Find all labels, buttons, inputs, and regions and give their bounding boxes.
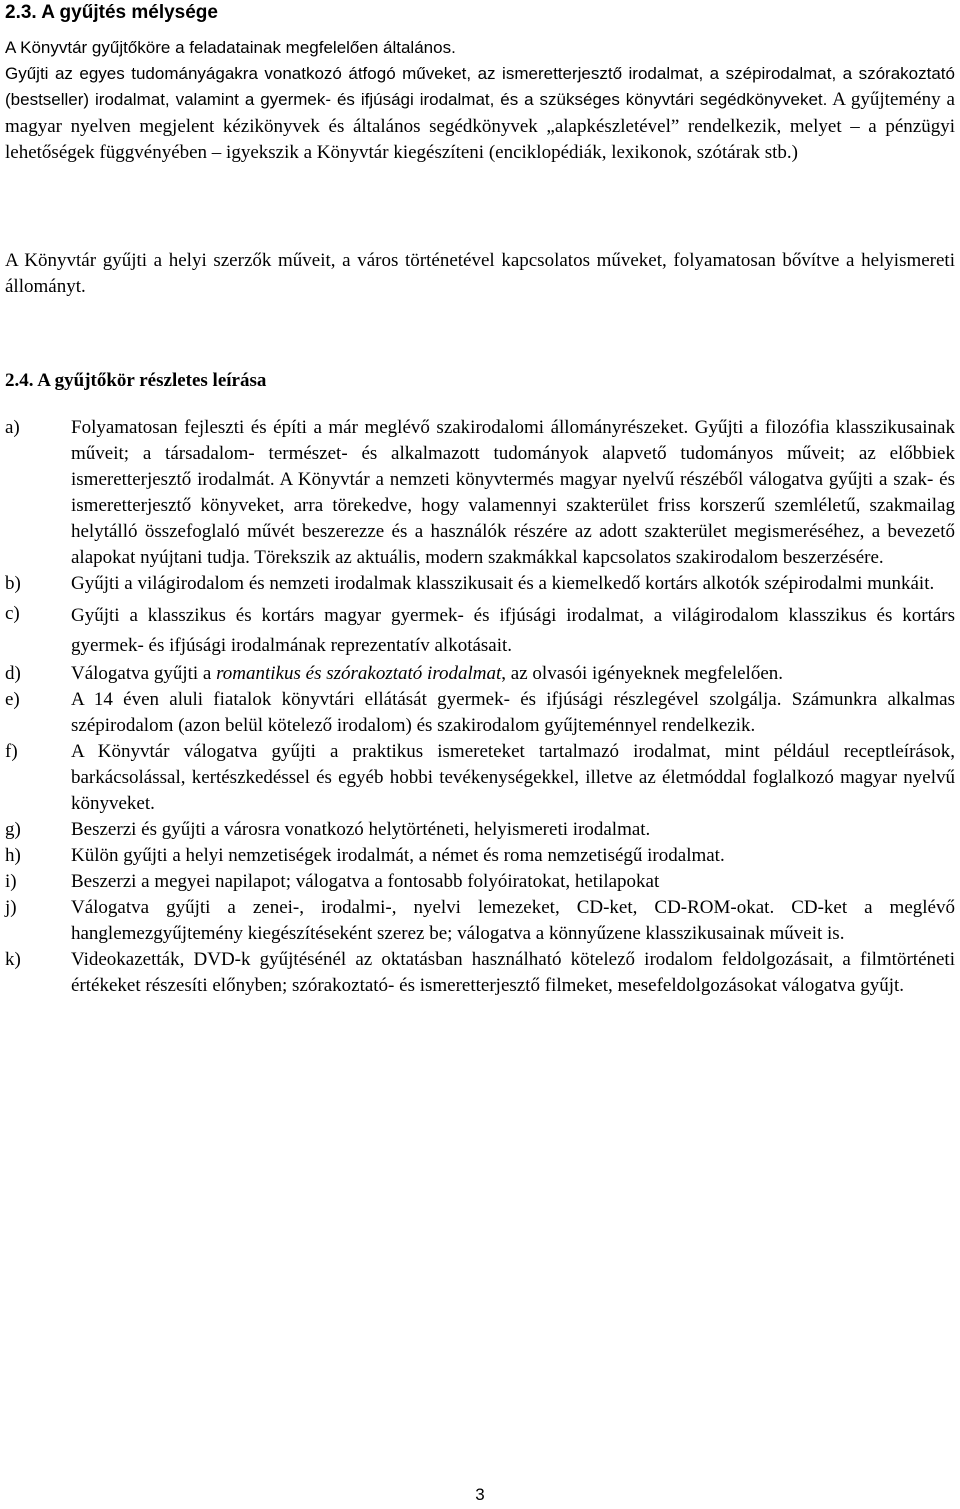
collection-text-serif: A gyűjtemény a magyar nyelven megjelent kézikönyvek és általános segédkönyvek „alapkészletével” rendelkezik, melyet – a pénzügyi lehetőségek függvényében – igyekszik a Könyvtár kiegészíteni (enciklopédiák, lexikonok, szótárak stb.) — [5, 89, 955, 163]
list-marker: g) — [5, 819, 21, 840]
list-item-d — [5, 661, 955, 687]
local-authors-paragraph — [5, 248, 955, 300]
collection-text-sans: Gyűjti az egyes tudományágakra vonatkozó átfogó műveket, az ismeretterjesztő irodalmat, a szépirodalmat, a szórakoztató (bestseller) irodalmat, valamint a gyermek- és ifjúsági irodalmat, és a szükséges könyvtári segédkönyveket. — [5, 64, 955, 110]
list-marker: h) — [5, 845, 21, 866]
list-item-text: A Könyvtár válogatva gyűjti a praktikus ismereteket tartalmazó irodalmat, mint például receptleírások, barkácsolással, kertészkedéssel és egyéb hobbi tevékenységekkel, illetve az életmóddal foglalkozó magyar nyelvű könyveket. — [71, 741, 955, 814]
list-item-text: A 14 éven aluli fiatalok könyvtári ellátását gyermek- és ifjúsági részlegével szolgálja. Számunkra alkalmas szépirodalom (azon belül kötelező irodalom) és szakirodalom gyűjteménnyel rendelkezik. — [71, 689, 955, 736]
page-number: 3 — [475, 1485, 485, 1504]
list-item-f — [5, 739, 955, 817]
list-item-j — [5, 895, 955, 947]
list-item-text-after: , az olvasói igényeknek megfelelően. — [501, 663, 784, 684]
list-marker: c) — [5, 603, 20, 624]
list-marker: f) — [5, 741, 18, 762]
collection-paragraph — [5, 61, 955, 166]
list-item-text: Válogatva gyűjti a zenei-, irodalmi-, nyelvi lemezeket, CD-ket, CD-ROM-okat. CD-ket a meglévő hanglemezgyűjtemény kiegészítéseként szerez be; válogatva a könnyűzene klasszikusainak műveit is. — [71, 897, 955, 944]
list-item-i — [5, 869, 955, 895]
list-marker: a) — [5, 417, 20, 438]
section-heading-2-4: 2.4. A gyűjtőkör részletes leírása — [5, 370, 267, 391]
list-item-text: Videokazetták, DVD-k gyűjtésénél az oktatásban használható kötelező irodalom feldolgozásait, a filmtörténeti értékeket részesíti előnyben; szórakoztató- és ismeretterjesztő filmeket, mesefeldolgozásokat válogatva gyűjt. — [71, 949, 955, 996]
list-item-b — [5, 571, 955, 597]
collection-scope-list — [5, 415, 955, 999]
list-marker: e) — [5, 689, 20, 710]
intro-paragraph — [5, 35, 955, 61]
list-item-a — [5, 415, 955, 571]
list-item-text: Külön gyűjti a helyi nemzetiségek irodalmát, a német és roma nemzetiségű irodalmat. — [71, 845, 725, 866]
list-item-e — [5, 687, 955, 739]
list-marker: b) — [5, 573, 21, 594]
list-item-g — [5, 817, 955, 843]
list-marker: k) — [5, 949, 21, 970]
list-item-text: Gyűjti a világirodalom és nemzeti irodalmak klasszikusait és a kiemelkedő kortárs alkotók szépirodalmi munkáit. — [71, 573, 935, 594]
list-item-c — [5, 601, 955, 661]
local-authors-text: A Könyvtár gyűjti a helyi szerzők műveit, a város történetével kapcsolatos műveket, folyamatosan bővítve a helyismereti állományt. — [5, 250, 955, 297]
list-marker: d) — [5, 663, 21, 684]
list-item-h — [5, 843, 955, 869]
list-item-text-before: Válogatva gyűjti a — [71, 663, 217, 684]
list-item-text: Folyamatosan fejleszti és építi a már meglévő szakirodalomi állományrészeket. Gyűjti a filozófia klasszikusainak műveit; a társadalom- természet- és alkalmazott tudományok alapvető tudományos műveit; az előbbiek ismeretterjesztő irodalmát. A Könyvtár a nemzeti könyvtermés magyar nyelvű részéből válogatva gyűjti a szak- és ismeretterjesztő könyveket, arra törekedve, hogy valamennyi szakterület friss korszerű szemléletű, szakmailag helytálló összefoglaló művét beszerezze és a használók részére az adott szakterület megismeréséhez, a bevezető alapokat nyújtani tudja. Törekszik az aktuális, modern szakmákkal kapcsolatos szakirodalom beszerzésére. — [71, 417, 955, 568]
list-item-text-italic: romantikus és szórakoztató irodalmat — [216, 663, 502, 684]
list-item-k — [5, 947, 955, 999]
list-item-text: Beszerzi a megyei napilapot; válogatva a fontosabb folyóiratokat, hetilapokat — [71, 871, 660, 892]
list-item-text: Gyűjti a klasszikus és kortárs magyar gyermek- és ifjúsági irodalmat, a világirodalom klasszikus és kortárs gyermek- és ifjúsági irodalmának reprezentatív alkotásait. — [71, 605, 955, 656]
list-item-text: Beszerzi és gyűjti a városra vonatkozó helytörténeti, helyismereti irodalmat. — [71, 819, 651, 840]
section-heading-2-3: 2.3. A gyűjtés mélysége — [5, 2, 218, 23]
list-marker: i) — [5, 871, 17, 892]
intro-sentence: A Könyvtár gyűjtőköre a feladatainak megfelelően általános. — [5, 38, 456, 57]
list-marker: j) — [5, 897, 17, 918]
list-item-text — [71, 661, 955, 687]
